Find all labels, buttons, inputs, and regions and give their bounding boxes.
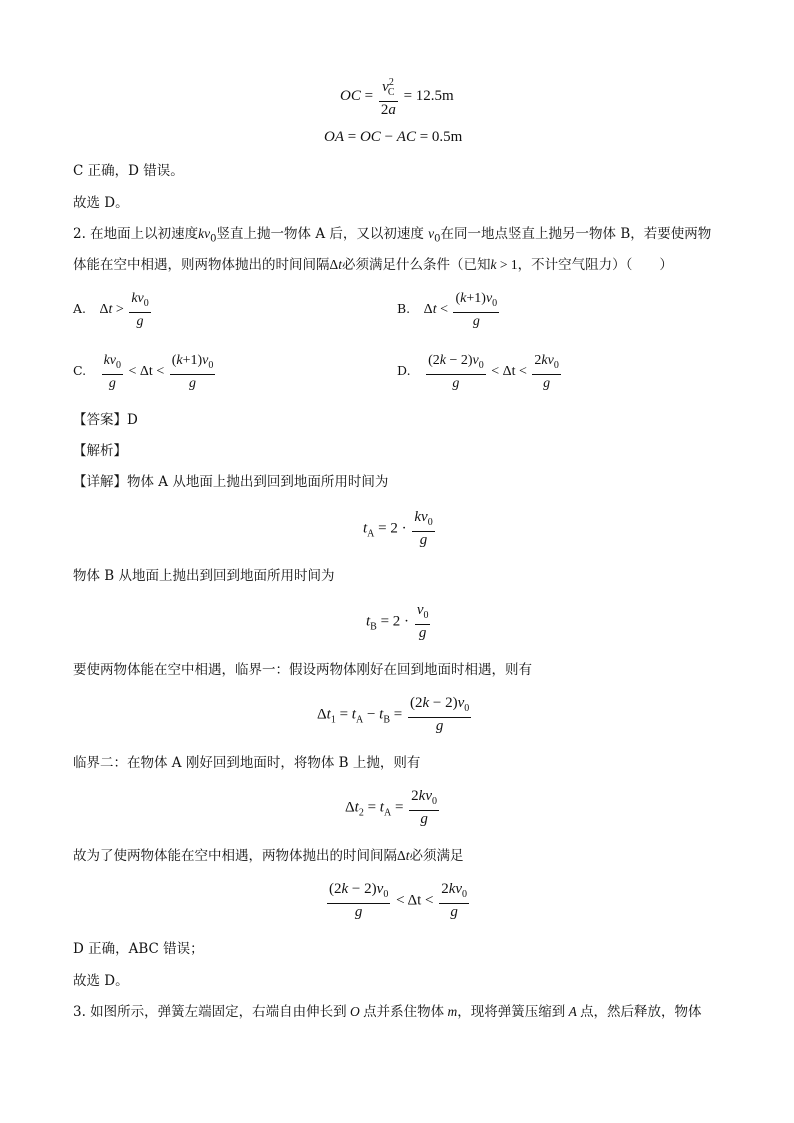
option-a: A. Δt > $\frac{kv_0}{g}$ <box>73 291 149 329</box>
option-c: C. $\frac{kv_0}{g}$ < Δt < $\frac{(k+1)v_0}{g}$ <box>73 353 214 391</box>
choose-d-line-2: 故选 D。 <box>73 973 129 989</box>
formula-oa: OA = OC − AC = 0.5m <box>324 129 463 145</box>
formula-oc: OC = $\frac{v^2_C}{2a}$ = 12.5m <box>340 74 454 119</box>
formula-dt2: $\Delta t_2 = t_A$ = $\frac{2kv_0}{g}$ <box>345 788 437 827</box>
critical-1-line: 要使两物体能在空中相遇，临界一：假设两物体刚好在回到地面时相遇，则有 <box>73 662 532 678</box>
option-b: B. Δt < $\frac{(k+1)v_0}{g}$ <box>397 291 498 329</box>
analysis-label: 【解析】 <box>73 443 127 459</box>
formula-condition: $\frac{(2k - 2)v_0}{g}$ < Δt < $\frac{2kv_0}{g}$ <box>329 881 468 920</box>
c-correct-line: C 正确，D 错误。 <box>73 163 184 179</box>
answer-line: 【答案】D <box>73 412 138 428</box>
question-2-line-1: 2. 在地面上以初速度$kv_0$竖直上抛一物体 A 后，又以初速度 $v_0$在同一地点竖直上抛另一物体 B，若要使两物 <box>73 226 712 245</box>
formula-tb: $t_B = 2$ · $\frac{v_0}{g}$ <box>366 602 429 641</box>
d-correct-line: D 正确，ABC 错误； <box>73 941 204 957</box>
question-3-line-1: 3. 如图所示，弹簧左端固定，右端自由伸长到 O 点并系住物体 m，现将弹簧压缩到 A 点，然后释放，物体 <box>73 1004 702 1020</box>
formula-dt1: $\Delta t_1 = t_A - t_B$ = $\frac{(2k - 2)v_0}{g}$ <box>317 695 470 734</box>
b-time-line: 物体 B 从地面上抛出到回到地面所用时间为 <box>73 568 335 584</box>
detail-line: 【详解】物体 A 从地面上抛出到回到地面所用时间为 <box>73 474 389 490</box>
formula-ta: $t_A = 2$ · $\frac{kv_0}{g}$ <box>363 509 433 548</box>
choose-d-line-1: 故选 D。 <box>73 195 129 211</box>
question-2-line-2: 体能在空中相遇，则两物体抛出的时间间隔Δt必须满足什么条件（已知k > 1，不计空气阻力）（ ） <box>73 257 673 273</box>
critical-2-line: 临界二：在物体 A 刚好回到地面时，将物体 B 上抛，则有 <box>73 755 421 771</box>
therefore-line: 故为了使两物体能在空中相遇，两物体抛出的时间间隔Δt必须满足 <box>73 848 464 864</box>
option-d: D. $\frac{(2k - 2)v_0}{g}$ < Δt < $\frac{2kv_0}{g}$ <box>397 353 559 391</box>
